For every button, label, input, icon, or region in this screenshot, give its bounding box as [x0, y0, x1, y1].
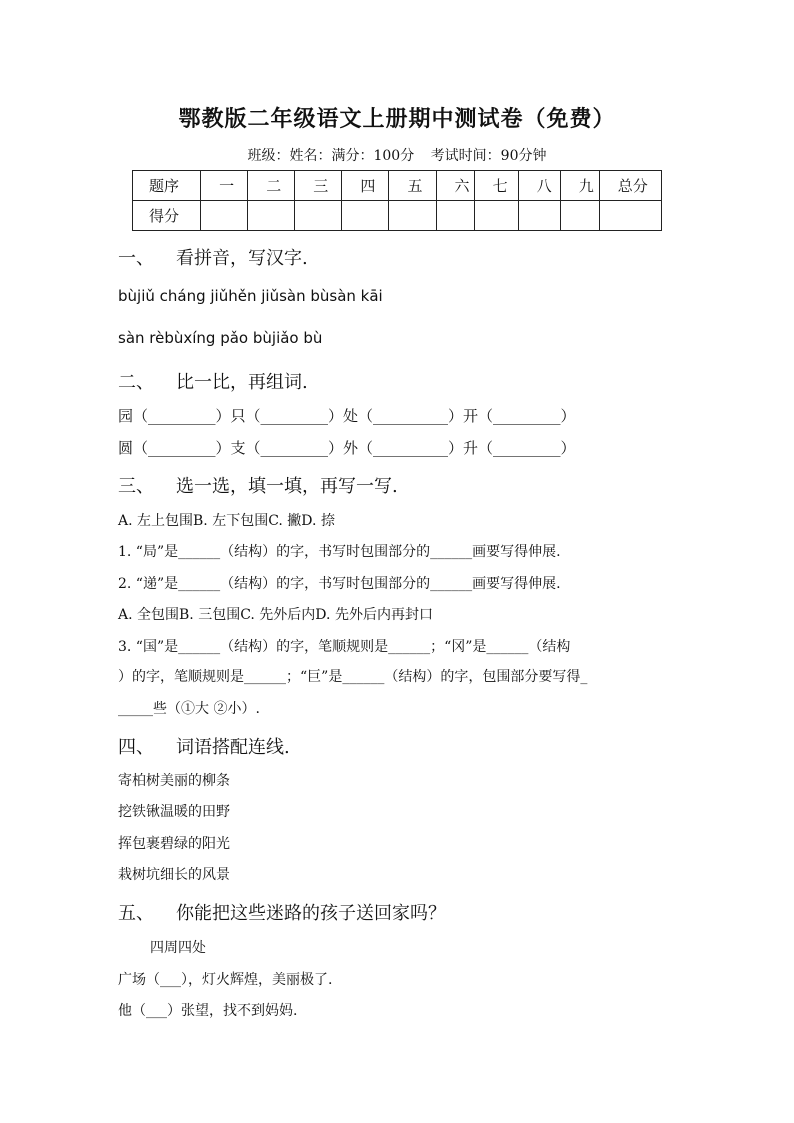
score-table-header-cell: 二 [248, 171, 295, 201]
options-line: A. 左上包围B. 左下包围C. 撇D. 捺 [118, 513, 335, 529]
score-table [132, 170, 662, 231]
section-title: 比一比，再组词. [176, 372, 308, 393]
word-compare-line: 圆（_________）支（_________）外（__________）升（_________） [118, 439, 576, 457]
score-table-header-cell: 六 [436, 171, 474, 201]
score-table-header-cell: 八 [518, 171, 560, 201]
section-title: 词语搭配连线. [176, 737, 290, 758]
exam-info-time: 考试时间：90分钟 [430, 148, 547, 164]
match-line: 挥包裹碧绿的阳光 [118, 836, 230, 852]
section-number: 五、 [118, 903, 154, 924]
section-4-heading [118, 733, 290, 759]
question-line: _____些（①大 ②小）. [118, 701, 260, 717]
match-line: 栽树坑细长的风景 [118, 867, 230, 883]
section-title: 选一选，填一填，再写一写. [176, 476, 398, 497]
question-line: 2. “递”是______（结构）的字，书写时包围部分的______画要写得伸展. [118, 576, 561, 592]
section-number: 一、 [118, 248, 154, 269]
section-1-heading [118, 244, 308, 270]
question-line: 3. “国”是______（结构）的字，笔顺规则是______；“冈”是______（结构 [118, 639, 571, 655]
score-cell[interactable] [295, 201, 342, 231]
section-5-heading [118, 899, 446, 925]
section-number: 二、 [118, 372, 154, 393]
fill-blank-line: 广场（___），灯火辉煌，美丽极了. [118, 972, 333, 988]
score-table-header-row [133, 171, 662, 201]
fill-blank-line: 他（___）张望，找不到妈妈. [118, 1003, 298, 1019]
score-cell[interactable] [599, 201, 661, 231]
question-line: 1. “局”是______（结构）的字，书写时包围部分的______画要写得伸展. [118, 544, 561, 560]
score-table-header-cell: 三 [295, 171, 342, 201]
match-line: 挖铁锹温暖的田野 [118, 804, 230, 820]
score-table-row-label: 得分 [133, 201, 201, 231]
score-cell[interactable] [248, 201, 295, 231]
word-choices: 四周四处 [150, 940, 206, 956]
pinyin-line: sàn rèbùxíng pǎo bùjiǎo bù [118, 329, 323, 347]
pinyin-line: bùjiǔ cháng jiǔhěn jiǔsàn bùsàn kāi [118, 287, 383, 305]
score-cell[interactable] [560, 201, 599, 231]
score-table-header-cell: 总分 [599, 171, 661, 201]
section-2-heading [118, 368, 308, 394]
question-line: ）的字，笔顺规则是______；“巨”是______（结构）的字，包围部分要写得_ [118, 669, 588, 685]
score-cell[interactable] [518, 201, 560, 231]
options-line: A. 全包围B. 三包围C. 先外后内D. 先外后内再封口 [118, 607, 433, 623]
score-table-header-cell: 一 [201, 171, 248, 201]
score-table-header-cell: 七 [474, 171, 518, 201]
score-table-header-cell: 五 [389, 171, 436, 201]
page-title: 鄂教版二年级语文上册期中测试卷（免费） [178, 106, 616, 132]
score-cell[interactable] [389, 201, 436, 231]
score-cell[interactable] [436, 201, 474, 231]
section-title: 看拼音，写汉字. [176, 248, 308, 269]
match-line: 寄柏树美丽的柳条 [118, 773, 230, 789]
score-cell[interactable] [201, 201, 248, 231]
score-table-score-row [133, 201, 662, 231]
score-table-header-cell: 题序 [133, 171, 201, 201]
section-3-heading [118, 472, 398, 498]
score-table-header-cell: 九 [560, 171, 599, 201]
score-cell[interactable] [342, 201, 389, 231]
exam-info [0, 145, 794, 165]
score-table-header-cell: 四 [342, 171, 389, 201]
score-cell[interactable] [474, 201, 518, 231]
exam-info-class-name-score: 班级：姓名：满分：100分 [247, 148, 415, 164]
section-number: 三、 [118, 476, 154, 497]
word-compare-line: 园（_________）只（_________）处（__________）开（_________） [118, 407, 576, 425]
section-number: 四、 [118, 737, 154, 758]
section-title: 你能把这些迷路的孩子送回家吗？ [176, 903, 446, 924]
